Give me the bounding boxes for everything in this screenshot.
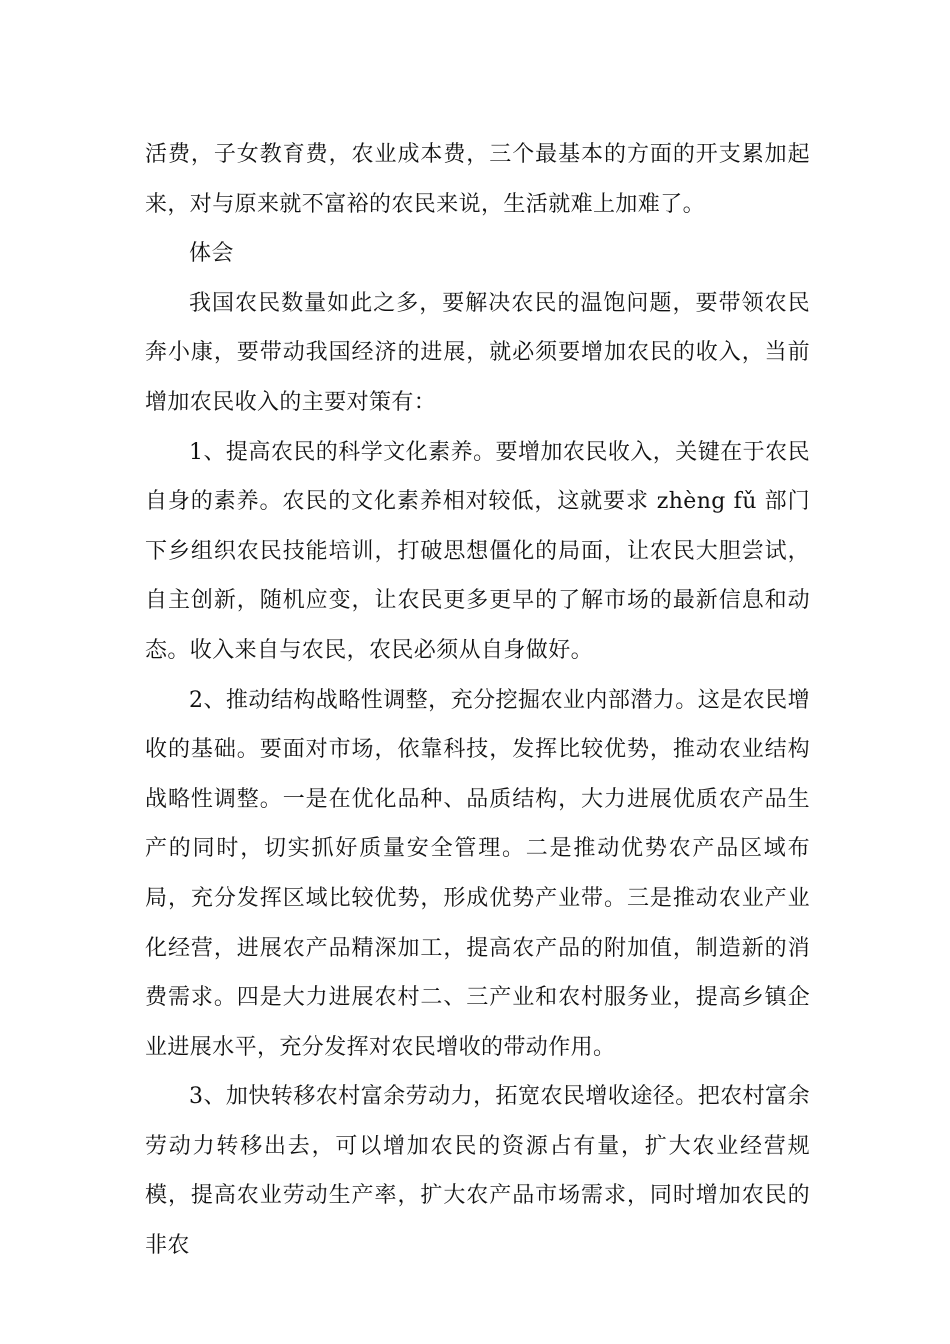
paragraph-point-1: 1、提高农民的科学文化素养。要增加农民收入，关键在于农民自身的素养。农民的文化素养相对较低，这就要求 zhèng fǔ 部门下乡组织农民技能培训，打破思想僵化的局面，让农民大胆尝试，自主创新，随机应变，让农民更多更早的了解市场的最新信息和动态。收入来自与农民，农民必须从自身做好。 [145,439,810,663]
section-heading: 体会 [189,241,234,267]
paragraph-continuation: 活费，子女教育费，农业成本费，三个最基本的方面的开支累加起来，对与原来就不富裕的农民来说，生活就难上加难了。 [145,142,810,217]
paragraph-point-2: 2、推动结构战略性调整，充分挖掘农业内部潜力。这是农民增收的基础。要面对市场，依靠科技，发挥比较优势，推动农业结构战略性调整。一是在优化品种、品质结构，大力进展优质农产品生产的同时，切实抓好质量安全管理。二是推动优势农产品区域布局，充分发挥区域比较优势，形成优势产业带。三是推动农业产业化经营，进展农产品精深加工，提高农产品的附加值，制造新的消费需求。四是大力进展农村二、三产业和农村服务业，提高乡镇企业进展水平，充分发挥对农民增收的带动作用。 [145,687,810,1060]
paragraph-intro: 我国农民数量如此之多，要解决农民的温饱问题，要带领农民奔小康，要带动我国经济的进展，就必须要增加农民的收入，当前增加农民收入的主要对策有： [145,290,810,415]
paragraph-point-3: 3、加快转移农村富余劳动力，拓宽农民增收途径。把农村富余劳动力转移出去，可以增加农民的资源占有量，扩大农业经营规模，提高农业劳动生产率，扩大农产品市场需求，同时增加农民的非农 [145,1084,810,1259]
document-body [145,130,810,1271]
